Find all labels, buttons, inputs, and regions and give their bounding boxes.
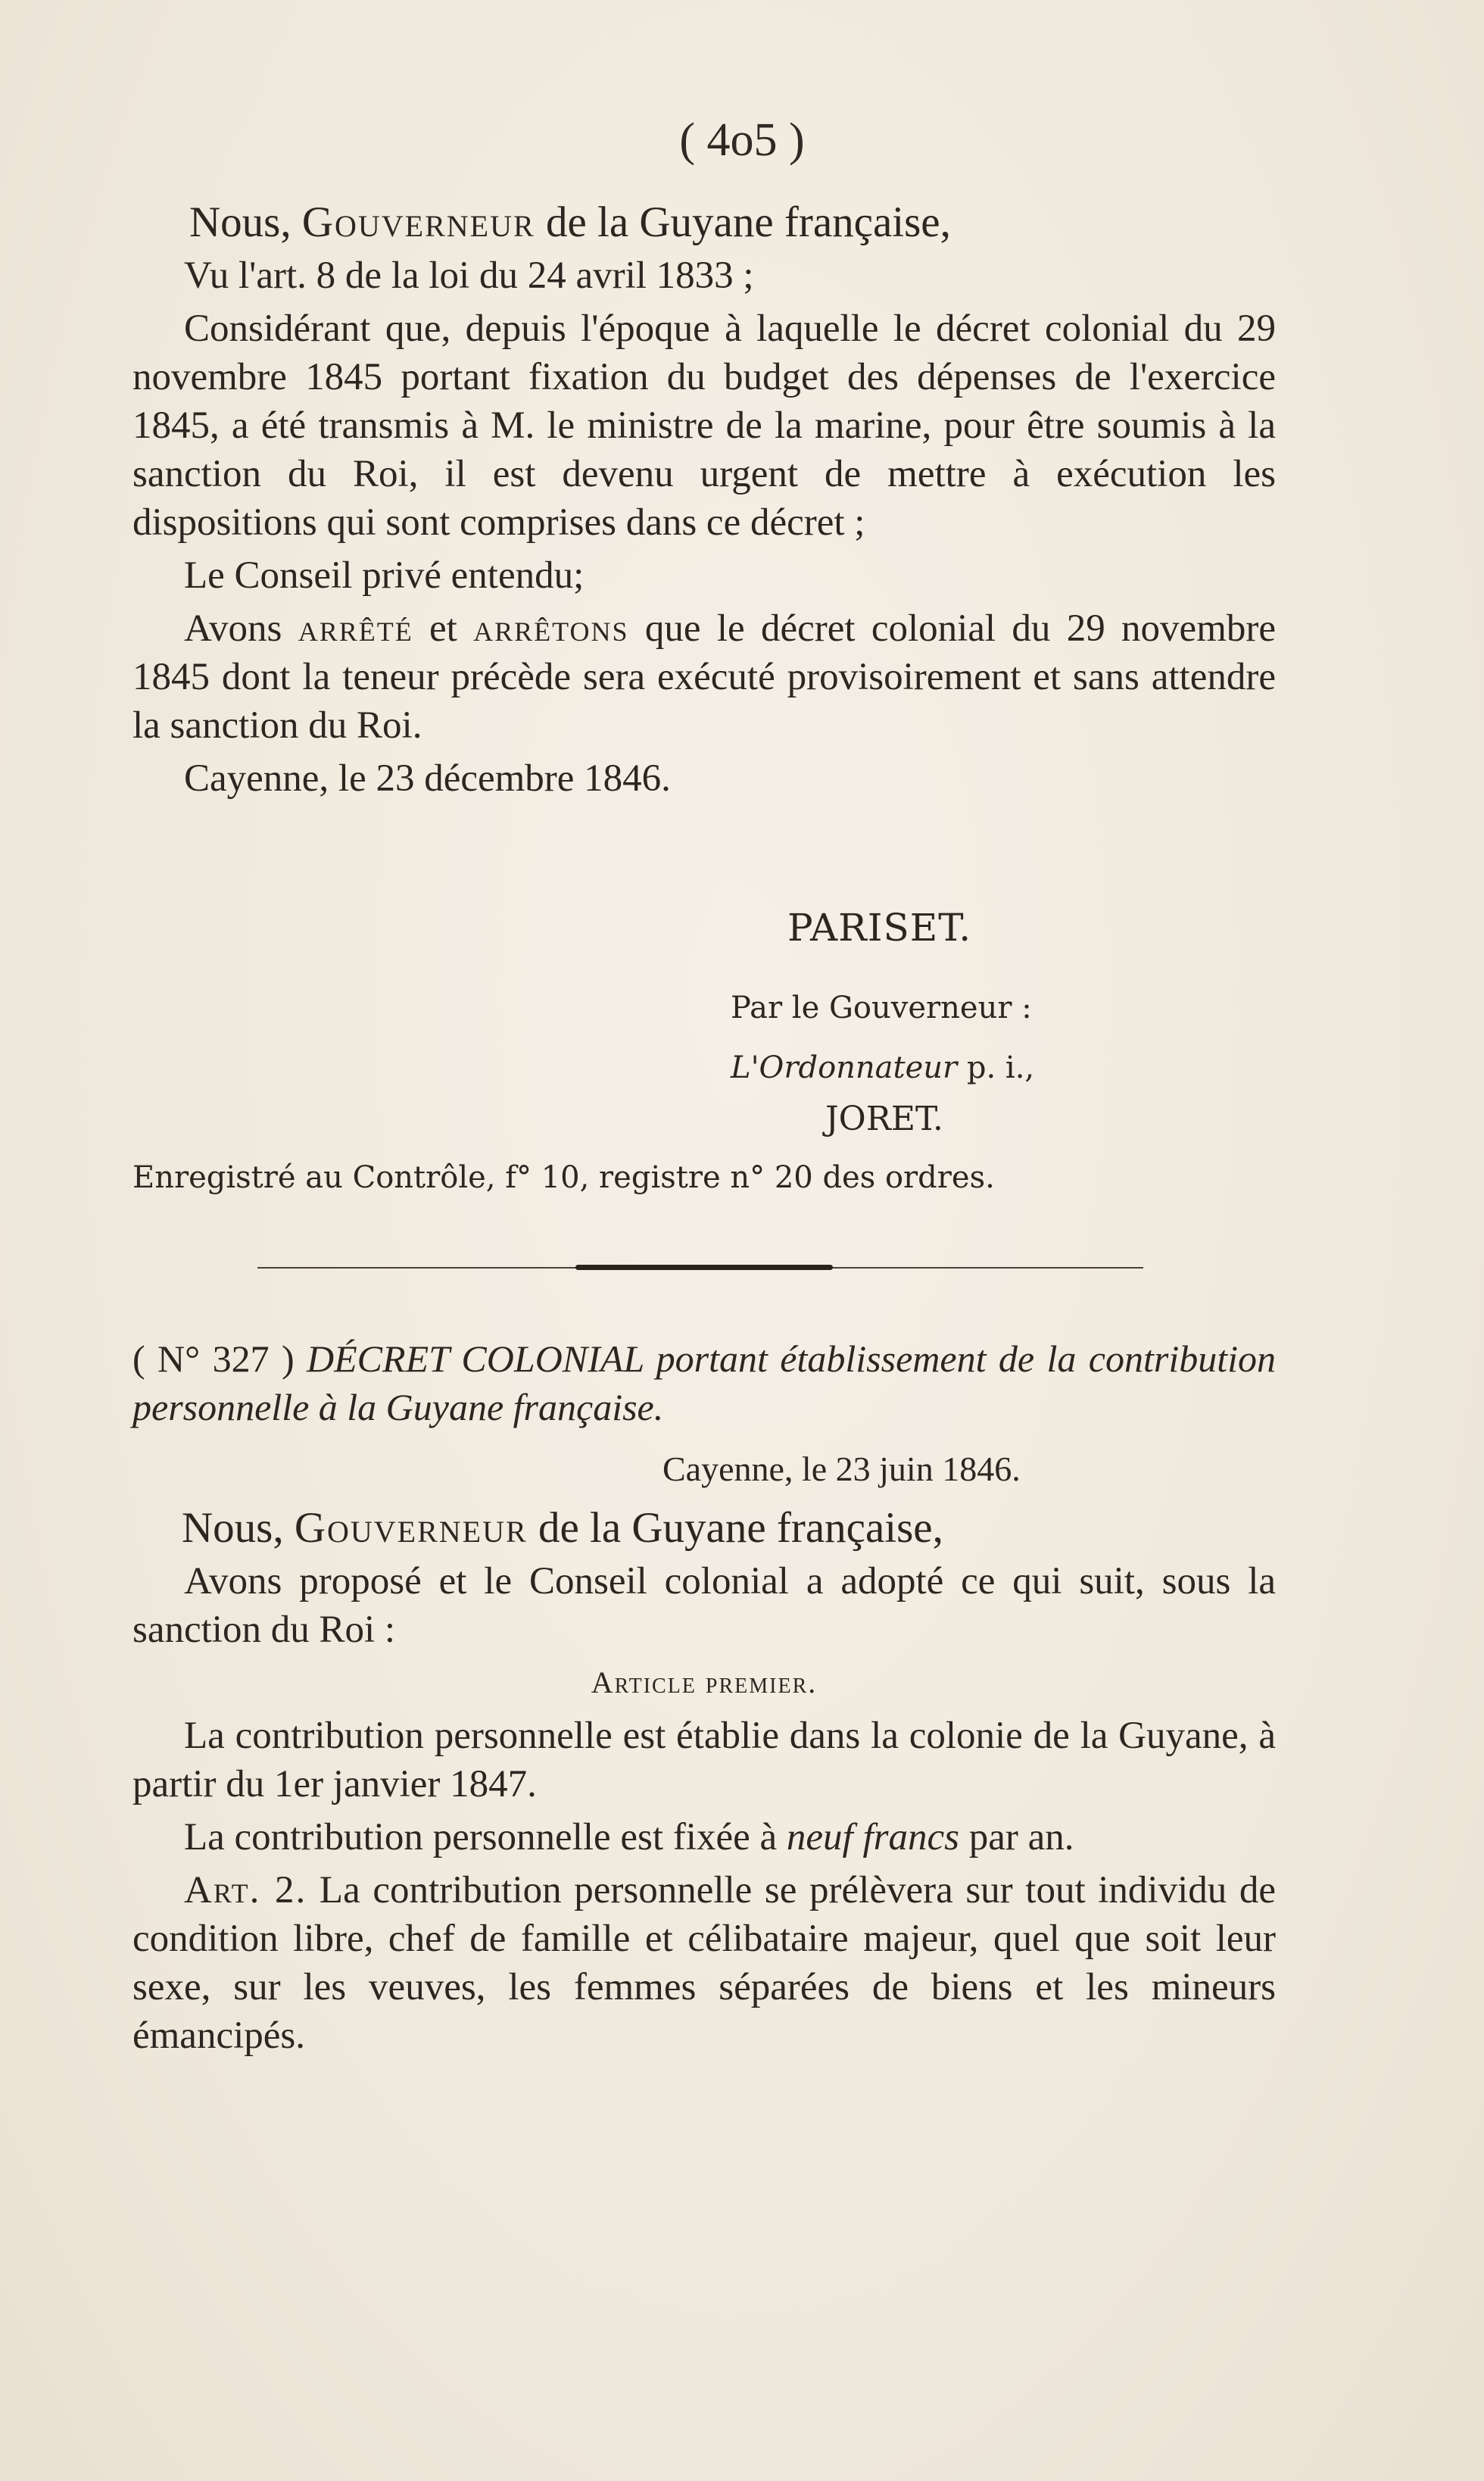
enregistre-line: Enregistré au Contrôle, f° 10, registre n° 20 des ordres.: [132, 1160, 995, 1195]
arrete-section: [132, 198, 1276, 803]
ordonnateur-line: L'Ordonnateur p. i.,: [731, 1050, 1035, 1085]
vu-paragraph: Vu l'art. 8 de la loi du 24 avril 1833 ;: [184, 254, 754, 297]
decret-opening: Nous, Gouverneur de la Guyane française,: [182, 1504, 943, 1552]
decret-section: [132, 1334, 1276, 2060]
gouverneur-smallcaps: Gouverneur: [301, 198, 535, 246]
page-number: ( 4o5 ): [679, 114, 805, 166]
considerant-paragraph: Considérant que, depuis l'époque à laquelle le décret colonial du 29 novembre 1845 portant fixation du budget des dépenses de l'exercice 1845, a été transmis à M. le ministre de la marine, pour être soumis à la sanction du Roi, il est devenu urgent de mettre à exécution les dispositions qui sont comprises dans ce décret ;: [132, 307, 1276, 544]
decret-title: DÉCRET COLONIAL portant établissement de la contribution personnelle à la Guyane française.: [132, 1337, 1276, 1428]
article-premier-heading: Article premier.: [591, 1665, 818, 1699]
signature-pariset: PARISET.: [787, 906, 972, 950]
conseil-paragraph: Le Conseil privé entendu;: [184, 554, 585, 597]
article-1-paragraph-1: La contribution personnelle est établie dans la colonie de la Guyane, à partir du 1er janvier 1847.: [132, 1715, 1276, 1805]
section-divider: [257, 1265, 1143, 1271]
avons-arrete-paragraph: Avons arrêté et arrêtons que le décret colonial du 29 novembre 1845 dont la teneur précède sera exécuté provisoirement et sans attendre la sanction du Roi.: [132, 607, 1276, 747]
arrete-opening: Nous, Gouverneur de la Guyane française,: [189, 198, 951, 246]
signature-joret: JORET.: [825, 1100, 943, 1138]
par-le-gouverneur: Par le Gouverneur :: [731, 991, 1032, 1025]
decret-date: Cayenne, le 23 juin 1846.: [662, 1450, 1021, 1488]
decret-heading: [132, 1334, 1276, 1431]
arrete-date: Cayenne, le 23 décembre 1846.: [184, 757, 671, 800]
decret-number: ( N° 327 ): [132, 1337, 295, 1380]
article-1-paragraph-2: La contribution personnelle est fixée à neuf francs par an.: [184, 1816, 1074, 1858]
decret-avons: Avons proposé et le Conseil colonial a adopté ce qui suit, sous la sanction du Roi :: [132, 1560, 1276, 1651]
article-2-paragraph: Art. 2. La contribution personnelle se prélèvera sur tout individu de condition libre, chef de famille et célibataire majeur, quel que soit leur sexe, sur les veuves, les femmes séparées de biens et les mineurs émancipés.: [132, 1869, 1276, 2057]
article-2-label: Art. 2.: [184, 1869, 307, 1911]
